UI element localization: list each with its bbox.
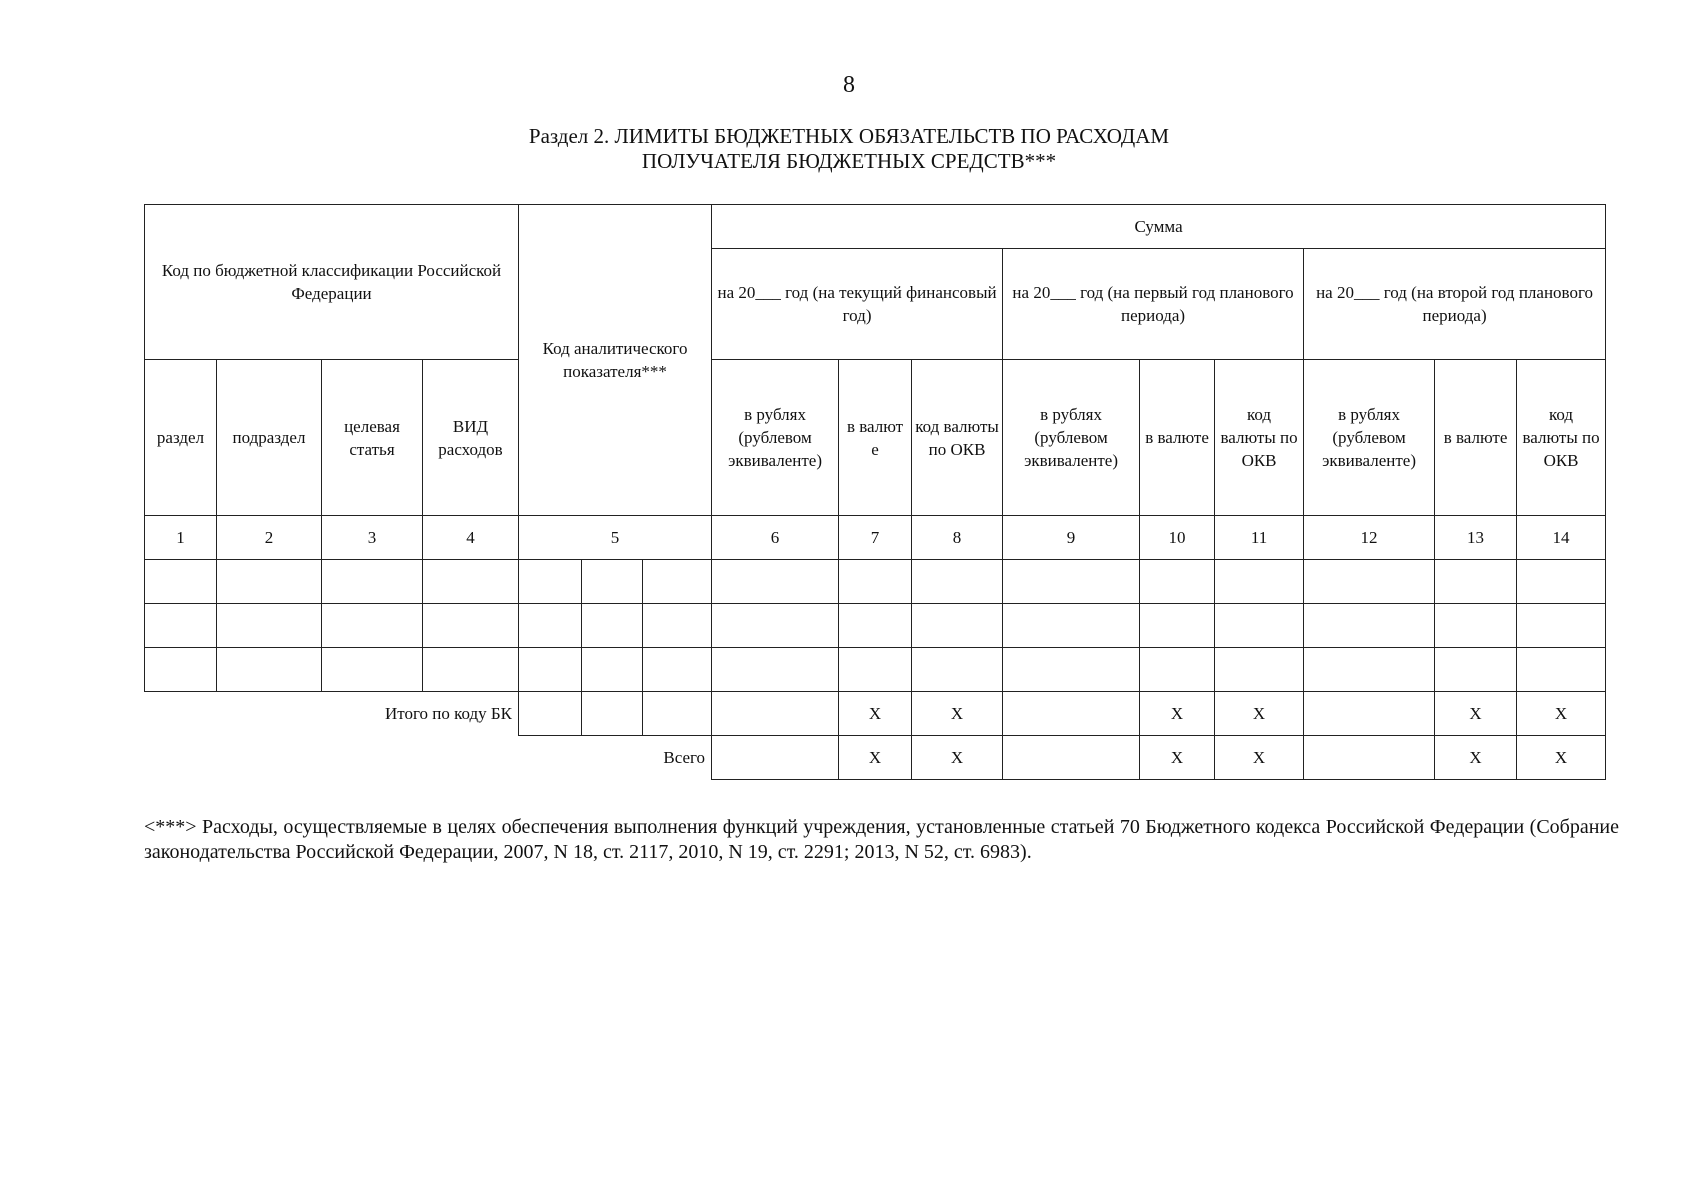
table-cell[interactable] [217, 604, 322, 648]
header-val-3: в валюте [1435, 360, 1517, 516]
table-cell[interactable] [217, 648, 322, 692]
header-year-current: на 20___ год (на текущий финансовый год) [712, 249, 1003, 360]
header-rub-3: в рублях (рублевом эквиваленте) [1304, 360, 1435, 516]
table-cell[interactable] [839, 648, 912, 692]
table-cell[interactable] [712, 560, 839, 604]
table-cell[interactable] [582, 692, 643, 736]
header-val-2: в валюте [1140, 360, 1215, 516]
x-mark: Х [912, 692, 1003, 736]
x-mark: Х [1140, 736, 1215, 780]
column-number: 5 [519, 516, 712, 560]
table-cell[interactable] [712, 736, 839, 780]
total-row [145, 736, 1606, 780]
section-title-line-1: Раздел 2. ЛИМИТЫ БЮДЖЕТНЫХ ОБЯЗАТЕЛЬСТВ ПО РАСХОДАМ [528, 124, 1170, 148]
table-cell[interactable] [1140, 648, 1215, 692]
header-bk-code: Код по бюджетной классификации Российской Федерации [145, 205, 519, 360]
table-cell[interactable] [643, 692, 712, 736]
header-rub-2: в рублях (рублевом эквиваленте) [1003, 360, 1140, 516]
table-cell[interactable] [839, 560, 912, 604]
x-mark: Х [912, 736, 1003, 780]
table-cell[interactable] [1003, 604, 1140, 648]
table-cell[interactable] [712, 648, 839, 692]
table-cell[interactable] [322, 648, 423, 692]
table-cell[interactable] [1140, 560, 1215, 604]
table-cell[interactable] [519, 648, 582, 692]
header-val-1: в валют е [839, 360, 912, 516]
table-cell[interactable] [1517, 604, 1606, 648]
header-celevaya: целевая статья [322, 360, 423, 516]
table-cell[interactable] [643, 648, 712, 692]
header-kod-3: код валюты по ОКВ [1517, 360, 1606, 516]
table-cell[interactable] [1435, 648, 1517, 692]
table-cell[interactable] [582, 604, 643, 648]
table-cell[interactable] [519, 692, 582, 736]
table-cell[interactable] [712, 604, 839, 648]
table-cell[interactable] [912, 560, 1003, 604]
table-cell[interactable] [423, 604, 519, 648]
page-number: 8 [843, 72, 855, 98]
table-cell[interactable] [1140, 604, 1215, 648]
table-cell[interactable] [1304, 604, 1435, 648]
table-row [145, 648, 1606, 692]
x-mark: Х [1517, 692, 1606, 736]
column-number: 3 [322, 516, 423, 560]
column-number: 6 [712, 516, 839, 560]
column-number: 7 [839, 516, 912, 560]
header-vid: ВИД расходов [423, 360, 519, 516]
table-cell[interactable] [145, 560, 217, 604]
table-cell[interactable] [582, 648, 643, 692]
header-kod-1: код валюты по ОКВ [912, 360, 1003, 516]
column-number: 1 [145, 516, 217, 560]
header-rub-1: в рублях (рублевом эквиваленте) [712, 360, 839, 516]
table-cell[interactable] [1435, 604, 1517, 648]
table-cell[interactable] [423, 560, 519, 604]
table-cell[interactable] [1215, 604, 1304, 648]
table-cell[interactable] [712, 692, 839, 736]
header-analytic-code: Код аналитического показателя*** [519, 205, 712, 516]
table-cell[interactable] [1003, 648, 1140, 692]
x-mark: Х [1215, 736, 1304, 780]
column-number: 9 [1003, 516, 1140, 560]
table-cell[interactable] [1003, 560, 1140, 604]
table-cell[interactable] [322, 560, 423, 604]
column-number: 12 [1304, 516, 1435, 560]
column-number: 4 [423, 516, 519, 560]
column-number: 2 [217, 516, 322, 560]
section-title-line-2: ПОЛУЧАТЕЛЯ БЮДЖЕТНЫХ СРЕДСТВ*** [641, 149, 1057, 173]
table-cell[interactable] [322, 604, 423, 648]
table-cell[interactable] [643, 604, 712, 648]
table-cell[interactable] [423, 648, 519, 692]
table-cell[interactable] [1517, 648, 1606, 692]
column-number: 10 [1140, 516, 1215, 560]
column-number-row [145, 516, 1606, 560]
table-cell[interactable] [217, 560, 322, 604]
limits-table [144, 204, 1606, 780]
x-mark: Х [839, 736, 912, 780]
section-title [0, 124, 1698, 174]
table-cell[interactable] [1304, 560, 1435, 604]
column-number: 8 [912, 516, 1003, 560]
table-cell[interactable] [1215, 560, 1304, 604]
header-sum: Сумма [712, 205, 1606, 249]
table-cell[interactable] [1003, 736, 1140, 780]
table-cell[interactable] [1215, 648, 1304, 692]
table-cell[interactable] [1304, 692, 1435, 736]
table-cell[interactable] [1003, 692, 1140, 736]
header-razdel: раздел [145, 360, 217, 516]
table-row [145, 604, 1606, 648]
table-cell[interactable] [912, 604, 1003, 648]
x-mark: Х [1215, 692, 1304, 736]
header-kod-2: код валюты по ОКВ [1215, 360, 1304, 516]
table-cell[interactable] [912, 648, 1003, 692]
table-cell[interactable] [145, 648, 217, 692]
table-cell[interactable] [643, 560, 712, 604]
table-cell[interactable] [145, 604, 217, 648]
table-cell[interactable] [582, 560, 643, 604]
x-mark: Х [1517, 736, 1606, 780]
footnote: <***> Расходы, осуществляемые в целях обеспечения выполнения функций учреждения, установленные статьей 70 Бюджетного кодекса Российской Федерации (Собрание законодательства Российской Федерации, 2007, N 18, ст. 2117, 2010, N 19, ст. 2291; 2013, N 52, ст. 6983). [144, 816, 1619, 863]
table-cell[interactable] [1435, 560, 1517, 604]
header-podrazdel: подраздел [217, 360, 322, 516]
table-cell[interactable] [1304, 736, 1435, 780]
header-year-first: на 20___ год (на первый год планового периода) [1003, 249, 1304, 360]
x-mark: Х [839, 692, 912, 736]
column-number: 13 [1435, 516, 1517, 560]
header-year-second: на 20___ год (на второй год планового периода) [1304, 249, 1606, 360]
x-mark: Х [1435, 692, 1517, 736]
table-cell[interactable] [1304, 648, 1435, 692]
total-bk-label: Итого по коду БК [384, 704, 513, 724]
table-cell[interactable] [839, 604, 912, 648]
column-number: 11 [1215, 516, 1304, 560]
x-mark: Х [1140, 692, 1215, 736]
column-number: 14 [1517, 516, 1606, 560]
total-label: Всего [663, 748, 706, 768]
x-mark: Х [1435, 736, 1517, 780]
total-bk-row [145, 692, 1606, 736]
table-cell[interactable] [1517, 560, 1606, 604]
table-cell[interactable] [519, 560, 582, 604]
table-row [145, 560, 1606, 604]
table-cell[interactable] [519, 604, 582, 648]
